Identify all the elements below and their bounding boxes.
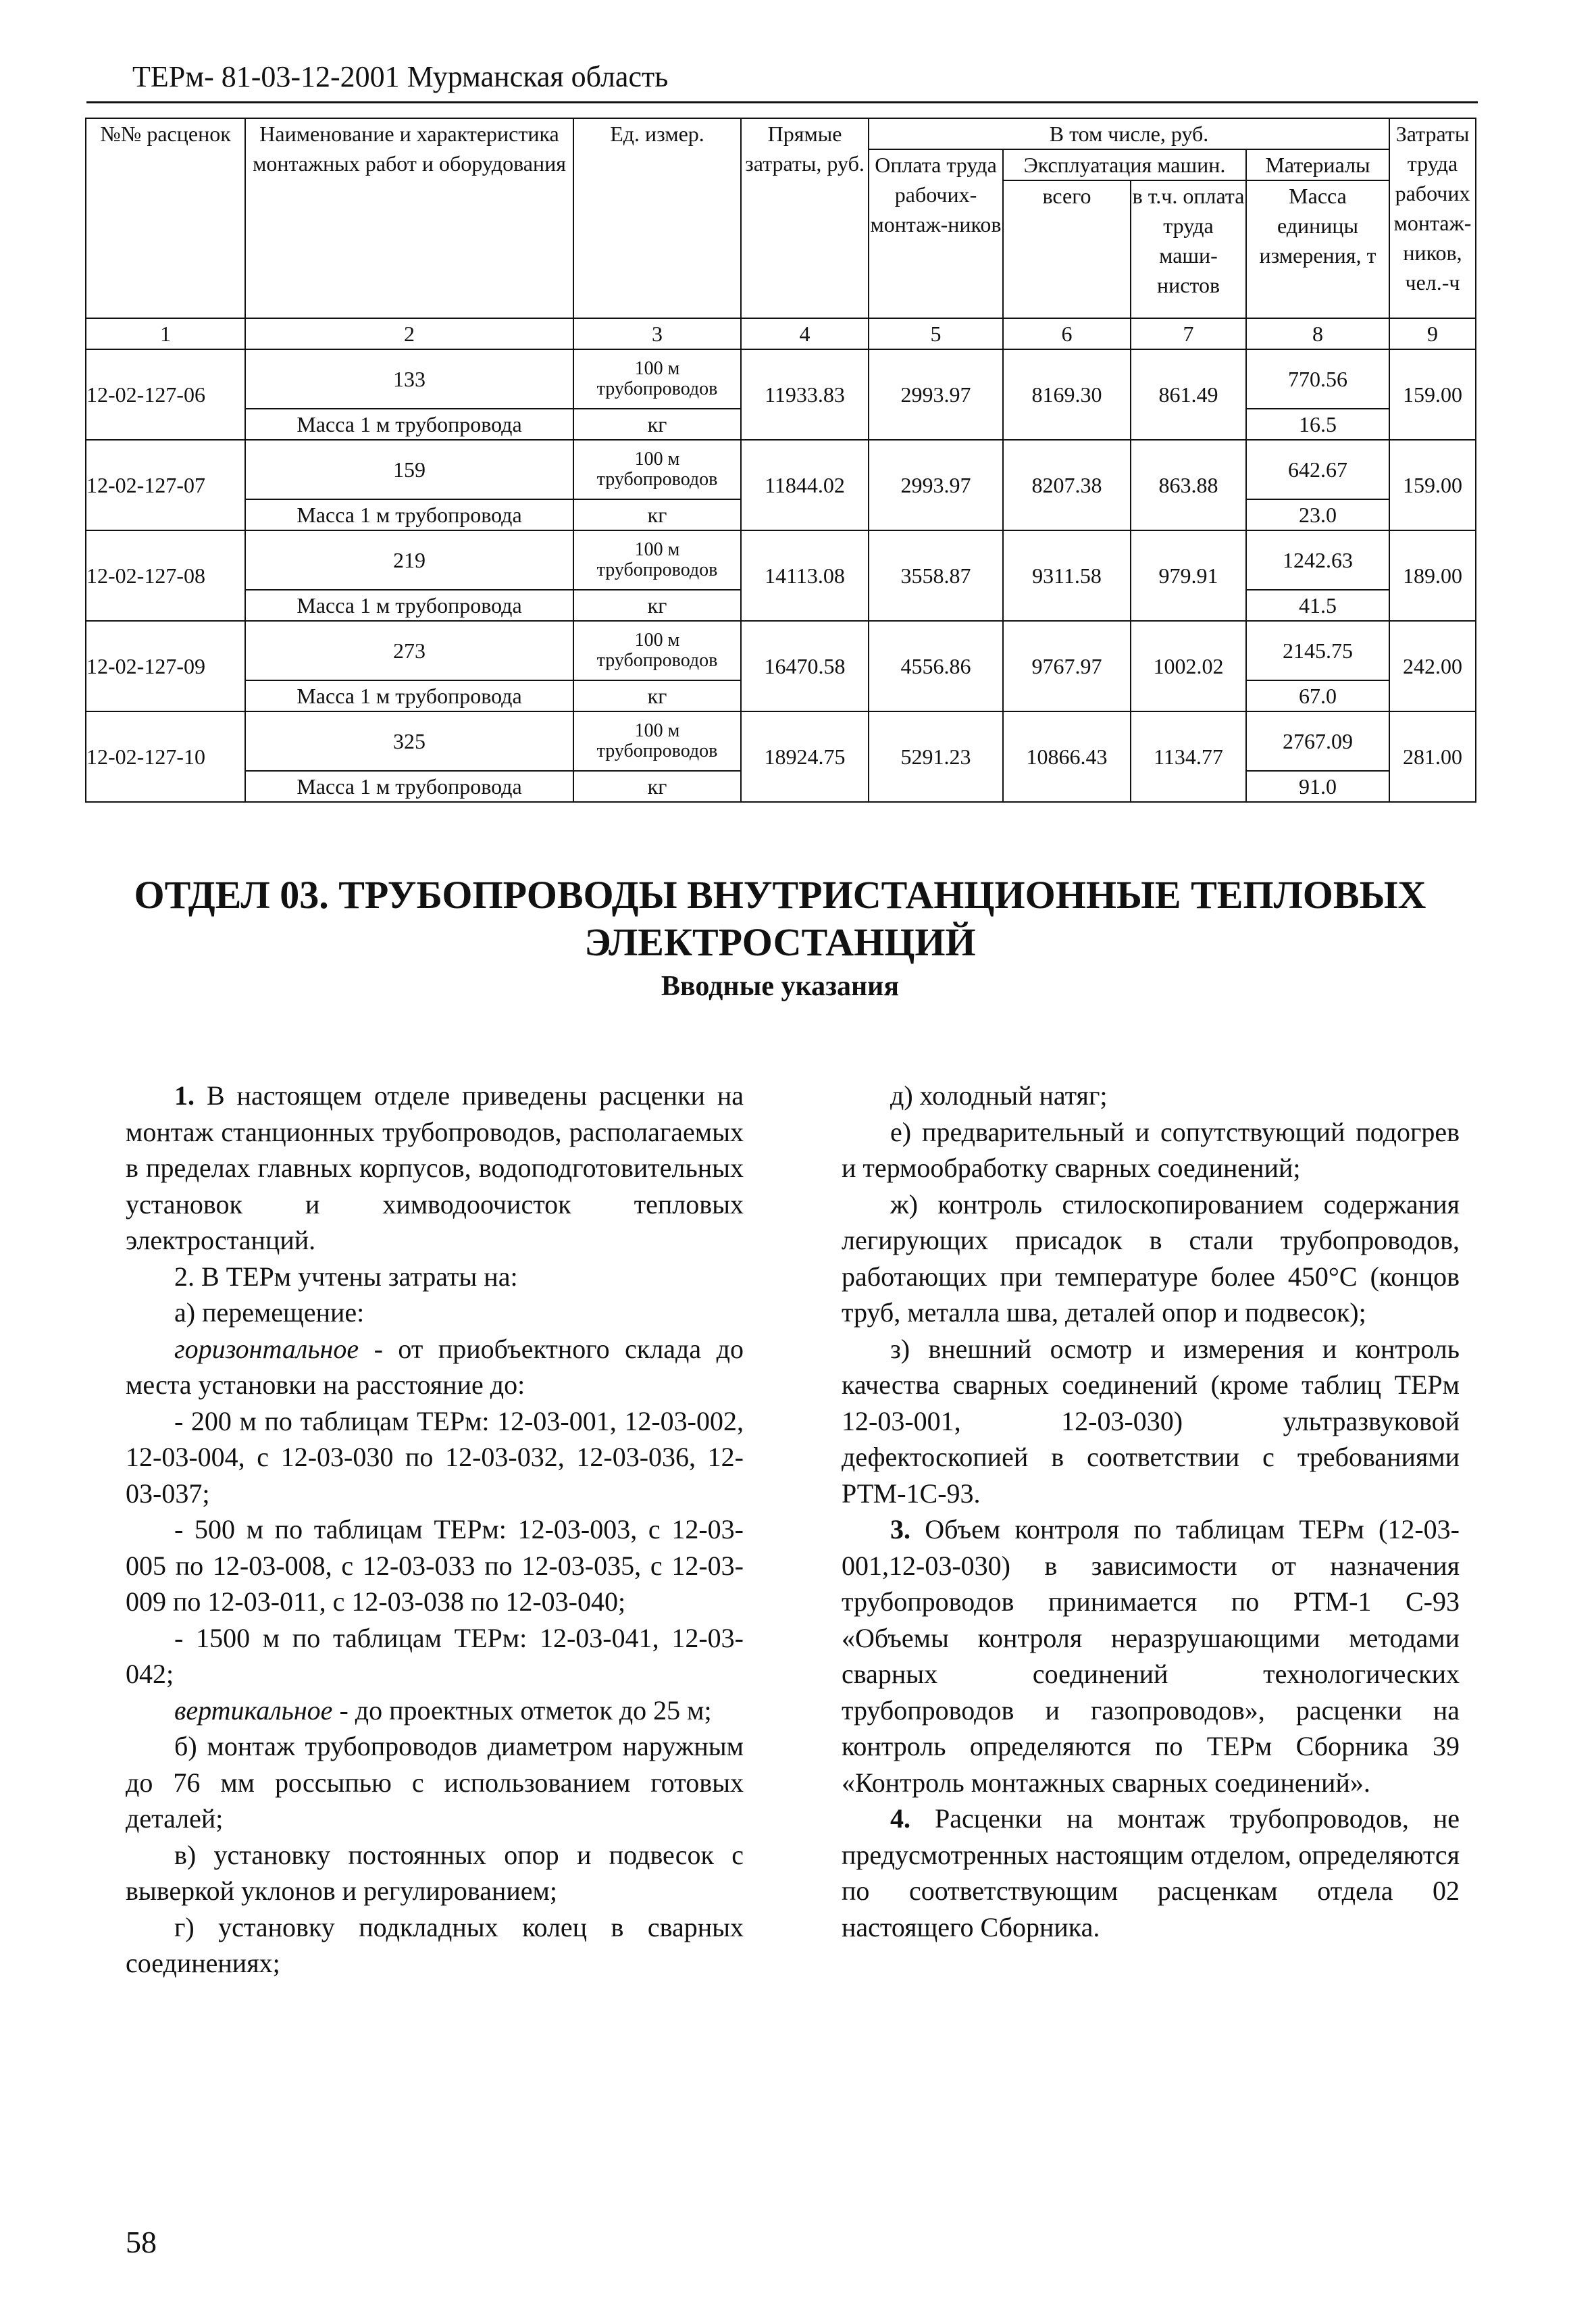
mass-unit: кг [573, 680, 741, 711]
machines-labor: 1134.77 [1131, 711, 1246, 802]
paragraph: в) установку постоянных опор и подвесок с выверкой уклонов и регулированием; [126, 1839, 744, 1906]
machines-total: 8207.38 [1003, 440, 1131, 530]
table-row [86, 530, 1476, 590]
paragraph: - 1500 м по таблицам ТЕРм: 12-03-041, 12-03-042; [126, 1622, 744, 1689]
paragraph: г) установку подкладных колец в сварных соединениях; [126, 1911, 744, 1978]
rate-code: 12-02-127-06 [86, 349, 245, 440]
section-subtitle: Вводные указания [661, 971, 900, 1002]
mass-value: 16.5 [1246, 409, 1389, 440]
header-machines: Эксплуатация машин. [1003, 149, 1246, 180]
machines-total: 8169.30 [1003, 349, 1131, 440]
unit-of-measure [573, 530, 741, 590]
labor-pay: 2993.97 [869, 349, 1003, 440]
labor-hours: 159.00 [1389, 349, 1476, 440]
mass-value: 91.0 [1246, 771, 1389, 802]
labor-hours: 242.00 [1389, 621, 1476, 711]
machines-total: 9311.58 [1003, 530, 1131, 621]
mass-value: 23.0 [1246, 499, 1389, 530]
header-machines-total: всего [1003, 180, 1131, 318]
table-row [86, 349, 1476, 409]
labor-hours: 189.00 [1389, 530, 1476, 621]
materials: 642.67 [1246, 440, 1389, 499]
machines-total: 10866.43 [1003, 711, 1131, 802]
table-body [86, 349, 1476, 802]
paragraph-text: - до проектных отметок до 25 м; [332, 1694, 712, 1726]
materials: 770.56 [1246, 349, 1389, 409]
table-row [86, 711, 1476, 771]
paragraph-text: В настоящем отделе приведены расценки на монтаж станционных трубопроводов, располагаемых в пределах главных корпусов, водоподготовительных установок и химводоочисток тепловых электростанций. [126, 1080, 744, 1255]
paragraph-text: Объем контроля по таблицам ТЕРм (12-03-001,12-03-030) в зависимости от назначения трубопроводов принимается по РТМ-1 С-93 «Объемы контроля неразрушающими методами сварных соединений технологических трубопроводов и газопроводов», расценки на контроль определяются по ТЕРм Сборника 39 «Контроль монтажных сварных соединений». [842, 1514, 1460, 1798]
page-number: 58 [126, 2225, 157, 2259]
italic-term: вертикальное [174, 1694, 333, 1726]
machines-labor: 863.88 [1131, 440, 1246, 530]
rate-code: 12-02-127-09 [86, 621, 245, 711]
paragraph: - 500 м по таблицам ТЕРм: 12-03-003, с 12-03-005 по 12-03-008, с 12-03-033 по 12-03-035, с 12-03-009 по 12-03-011, с 12-03-038 по 12-03-040; [126, 1514, 744, 1617]
rate-code: 12-02-127-10 [86, 711, 245, 802]
unit-text: 100 м трубопроводов [596, 720, 718, 761]
direct-costs: 18924.75 [741, 711, 869, 802]
mass-unit: кг [573, 409, 741, 440]
machines-total: 9767.97 [1003, 621, 1131, 711]
left-column [126, 1078, 744, 1982]
labor-pay: 5291.23 [869, 711, 1003, 802]
column-number: 8 [1246, 318, 1389, 349]
labor-hours: 159.00 [1389, 440, 1476, 530]
unit-text: 100 м трубопроводов [596, 630, 718, 671]
table-row [86, 621, 1476, 680]
unit-of-measure [573, 711, 741, 771]
pipe-diameter: 219 [245, 530, 573, 590]
labor-pay: 4556.86 [869, 621, 1003, 711]
direct-costs: 16470.58 [741, 621, 869, 711]
paragraph-number: 1. [174, 1080, 195, 1111]
paragraph [842, 1511, 1460, 1801]
unit-text: 100 м трубопроводов [596, 449, 718, 490]
table-row [86, 440, 1476, 499]
column-number: 1 [86, 318, 245, 349]
mass-label: Масса 1 м трубопровода [245, 409, 573, 440]
column-number: 5 [869, 318, 1003, 349]
paragraph [126, 1331, 744, 1403]
machines-labor: 861.49 [1131, 349, 1246, 440]
pipe-diameter: 325 [245, 711, 573, 771]
mass-unit: кг [573, 499, 741, 530]
mass-label: Масса 1 м трубопровода [245, 771, 573, 802]
unit-of-measure [573, 440, 741, 499]
paragraph [842, 1801, 1460, 1945]
paragraph-number: 3. [890, 1514, 910, 1544]
header-material-mass: Масса единицы измерения, т [1246, 180, 1389, 318]
mass-value: 67.0 [1246, 680, 1389, 711]
direct-costs: 11933.83 [741, 349, 869, 440]
rates-table [85, 118, 1476, 803]
labor-hours: 281.00 [1389, 711, 1476, 802]
unit-of-measure [573, 349, 741, 409]
header-rule [86, 101, 1478, 103]
direct-costs: 14113.08 [741, 530, 869, 621]
mass-value: 41.5 [1246, 590, 1389, 621]
paragraph [126, 1692, 744, 1729]
paragraph: 2. В ТЕРм учтены затраты на: [174, 1261, 518, 1292]
right-column [842, 1078, 1460, 1945]
header-name: Наименование и характеристика монтажных работ и оборудования [245, 118, 573, 318]
direct-costs: 11844.02 [741, 440, 869, 530]
column-number: 7 [1131, 318, 1246, 349]
materials: 1242.63 [1246, 530, 1389, 590]
unit-text: 100 м трубопроводов [596, 358, 718, 399]
mass-unit: кг [573, 771, 741, 802]
paragraph: - 200 м по таблицам ТЕРм: 12-03-001, 12-03-002, 12-03-004, с 12-03-030 по 12-03-032, 12-03-036, 12-03-037; [126, 1405, 744, 1509]
pipe-diameter: 273 [245, 621, 573, 680]
header-direct-costs: Прямые затраты, руб. [741, 118, 869, 318]
italic-term: горизонтальное [174, 1333, 359, 1364]
paragraph [126, 1078, 744, 1259]
pipe-diameter: 159 [245, 440, 573, 499]
paragraph: ж) контроль стилоскопированием содержания легирующих присадок в стали трубопроводов, работающих при температуре более 450°С (концов труб, металла шва, деталей опор и подвесок); [842, 1188, 1460, 1328]
mass-label: Масса 1 м трубопровода [245, 590, 573, 621]
materials: 2767.09 [1246, 711, 1389, 771]
paragraph-number: 4. [890, 1803, 910, 1834]
paragraph: б) монтаж трубопроводов диаметром наружным до 76 мм россыпью с использованием готовых деталей; [126, 1731, 744, 1834]
header-labor-pay: Оплата труда рабочих-монтаж-ников [869, 149, 1003, 318]
column-number: 3 [573, 318, 741, 349]
paragraph-text: Расценки на монтаж трубопроводов, не предусмотренных настоящим отделом, определяются по соответствующим расценкам отдела 02 настоящего Сборника. [842, 1803, 1460, 1942]
rate-code: 12-02-127-08 [86, 530, 245, 621]
paragraph: а) перемещение: [174, 1297, 365, 1328]
rate-code: 12-02-127-07 [86, 440, 245, 530]
pipe-diameter: 133 [245, 349, 573, 409]
header-code: №№ расценок [86, 118, 245, 318]
machines-labor: 979.91 [1131, 530, 1246, 621]
mass-label: Масса 1 м трубопровода [245, 499, 573, 530]
column-numbers-row [86, 318, 1476, 349]
unit-of-measure [573, 621, 741, 680]
column-number: 2 [245, 318, 573, 349]
header-unit: Ед. измер. [573, 118, 741, 318]
column-number: 9 [1389, 318, 1476, 349]
paragraph-text: - от приобъектного склада до места установки на расстояние до: [126, 1333, 744, 1400]
column-number: 4 [741, 318, 869, 349]
paragraph: з) внешний осмотр и измерения и контроль качества сварных соединений (кроме таблиц ТЕРм 12-03-001, 12-03-030) ультразвуковой дефектоскопией в соответствии с требованиями РТМ-1С-93. [842, 1333, 1460, 1509]
column-number: 6 [1003, 318, 1131, 349]
machines-labor: 1002.02 [1131, 621, 1246, 711]
header-including: В том числе, руб. [869, 118, 1389, 149]
section-title: ОТДЕЛ 03. ТРУБОПРОВОДЫ ВНУТРИСТАНЦИОННЫЕ ТЕПЛОВЫХ ЭЛЕКТРОСТАНЦИЙ [134, 873, 1426, 964]
unit-text: 100 м трубопроводов [596, 539, 718, 580]
labor-pay: 2993.97 [869, 440, 1003, 530]
paragraph: д) холодный натяг; [890, 1080, 1108, 1111]
materials: 2145.75 [1246, 621, 1389, 680]
page-header: ТЕРм- 81-03-12-2001 Мурманская область [132, 60, 669, 93]
header-labor-hours: Затраты труда рабочих монтаж-ников, чел.-ч [1389, 118, 1476, 318]
paragraph: е) предварительный и сопутствующий подогрев и термообработку сварных соединений; [842, 1116, 1460, 1183]
header-materials: Материалы [1246, 149, 1389, 180]
labor-pay: 3558.87 [869, 530, 1003, 621]
header-machines-labor: в т.ч. оплата труда маши-нистов [1131, 180, 1246, 318]
mass-label: Масса 1 м трубопровода [245, 680, 573, 711]
mass-unit: кг [573, 590, 741, 621]
